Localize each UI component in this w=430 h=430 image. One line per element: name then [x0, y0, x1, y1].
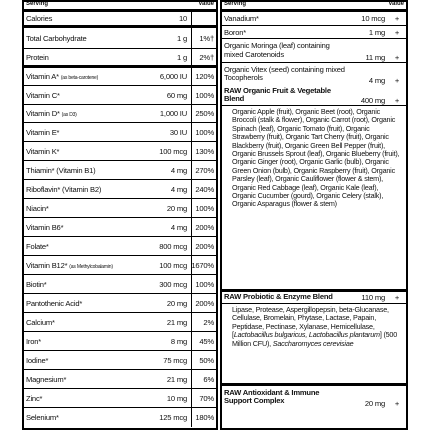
nutrient-daily-value: 100%: [191, 199, 216, 217]
nutrient-name: [24, 280, 137, 289]
nutrient-amount: 10: [178, 14, 187, 23]
right-header-serving: Serving: [224, 1, 247, 7]
nutrient-name: [24, 375, 137, 384]
nutrient-daily-value: 240%: [191, 180, 216, 198]
nutrient-amount: 60 mg: [166, 90, 187, 100]
nutrient-amount: 100 mcg: [159, 146, 187, 156]
nutrient-amount: 21 mg: [166, 374, 187, 384]
nutrient-amount: 1 mg: [368, 27, 385, 37]
nutrient-row: [24, 68, 216, 86]
nutrient-row: [24, 218, 216, 237]
nutrient-name-text: Iron*: [26, 336, 42, 346]
nutrient-name: [24, 91, 137, 100]
nutrient-daily-value: 270%: [191, 161, 216, 179]
nutrient-daily-value: 180%: [191, 408, 216, 427]
nutrient-note: (as D3): [61, 112, 77, 118]
nutrient-row: [24, 408, 216, 427]
nutrient-row: [24, 370, 216, 389]
nutrient-name: [24, 299, 137, 308]
nutrient-row: [24, 105, 216, 123]
nutrient-amount: 1 g: [177, 52, 187, 62]
antioxidant-blend-amount: 20 mg: [364, 399, 385, 408]
nutrient-daily-value: 200%: [191, 237, 216, 255]
nutrient-amount: 21 mg: [166, 317, 187, 327]
nutrient-row: [222, 26, 406, 39]
nutrient-row: [222, 39, 406, 63]
nutrient-amount: 300 mcg: [159, 279, 187, 289]
nutrient-amount: 800 mcg: [159, 241, 187, 251]
nutrient-name: [24, 128, 137, 137]
left-header-serving: Serving: [26, 1, 49, 7]
nutrient-name: [24, 166, 137, 175]
supplement-facts-right-panel: [220, 0, 408, 430]
nutrient-amount: 20 mg: [166, 298, 187, 308]
nutrient-amount: 4 mg: [170, 184, 187, 194]
nutrient-name-text: Calories: [26, 14, 53, 23]
nutrient-amount: 30 IU: [169, 127, 187, 137]
nutrient-amount: 100 mcg: [159, 260, 187, 270]
nutrient-amount: 10 mg: [166, 393, 187, 403]
nutrient-amount: 1,000 IU: [159, 109, 187, 118]
nutrient-row: [24, 256, 216, 275]
probiotic-ingredients-c: ] (500 Million CFU),: [232, 330, 398, 348]
right-nutrient-list: [222, 12, 406, 85]
left-header-value: Value: [198, 1, 214, 7]
nutrient-name: [24, 356, 137, 365]
nutrient-name: [24, 34, 137, 43]
nutrient-daily-value: 100%: [191, 123, 216, 141]
nutrient-name-text: Selenium*: [26, 413, 59, 422]
nutrient-name: [24, 242, 137, 251]
nutrient-amount: 8 mg: [170, 336, 187, 346]
nutrient-daily-value: 100%: [191, 86, 216, 104]
nutrient-amount: 20 mg: [166, 203, 187, 213]
probiotic-blend-dv: +: [394, 293, 400, 302]
nutrient-daily-value: [191, 12, 216, 25]
nutrient-name-text: Total Carbohydrate: [26, 33, 87, 43]
nutrient-name: [24, 53, 137, 62]
nutrient-name-text: Niacin*: [26, 203, 49, 213]
nutrient-name: [24, 204, 137, 213]
nutrient-row: [24, 199, 216, 218]
nutrient-amount: 1 g: [177, 33, 187, 43]
fruit-blend-amount: 400 mg: [360, 96, 385, 105]
nutrient-row: [24, 180, 216, 199]
nutrient-daily-value: 250%: [191, 105, 216, 122]
nutrient-name-text: Magnesium*: [26, 374, 67, 384]
nutrient-name: [24, 394, 137, 403]
nutrient-name-text: Iodine*: [26, 355, 49, 365]
nutrient-name: [24, 261, 137, 270]
nutrient-name: [24, 318, 137, 327]
nutrient-name-text: Biotin*: [26, 279, 47, 289]
nutrient-daily-value: 130%: [191, 142, 216, 160]
nutrient-name-text: Vitamin D*: [26, 109, 60, 118]
nutrient-name-text: Vitamin A*: [26, 72, 59, 81]
left-column-header: [24, 2, 216, 12]
probiotic-ingredients-d: Saccharomyces cerevisiae: [272, 338, 354, 348]
nutrient-daily-value: 120%: [191, 68, 216, 85]
nutrient-row: [24, 351, 216, 370]
fruit-blend-dv: +: [394, 96, 400, 105]
nutrient-amount: 4 mg: [170, 222, 187, 232]
probiotic-blend-row: [222, 292, 406, 304]
nutrient-row: [24, 12, 216, 28]
nutrient-note: (as Methylcobalamin): [69, 263, 113, 270]
nutrient-name: [24, 72, 137, 81]
nutrient-daily-value: 70%: [191, 389, 216, 407]
probiotic-blend-name: RAW Probiotic & Enzyme Blend: [224, 293, 333, 302]
nutrient-row: [24, 294, 216, 313]
nutrient-amount: 125 mcg: [159, 413, 187, 422]
nutrient-row: [24, 123, 216, 142]
nutrient-row: [24, 86, 216, 105]
fruit-blend-ingredients: Organic Apple (fruit), Organic Beet (root), Organic Broccoli (stalk & flower), Organic Carrot (root), Organic Spinach (leaf), Organic Tomato (fruit), Organic Strawberry (fruit), Organic Tart Cherry (fruit), Organic Blackberry (fruit), Organic Green Bell Pepper (fruit), Organic Brussels Sprout (leaf), Organic Blueberry (fruit), Organic Ginger (root), Organic Garlic (bulb), Organic Green Onion (bulb), Organic Raspberry (fruit), Organic Parsley (leaf), Organic Cauliflower (flower & stem), Organic Red Cabbage (leaf), Organic Kale (leaf), Organic Cucumber (gourd), Organic Celery (stalk), Organic Asparagus (flower & stem): [222, 106, 406, 292]
nutrient-name-text: Protein: [26, 52, 49, 62]
nutrient-name-text: Vitamin K*: [26, 146, 60, 156]
nutrient-name: [24, 147, 137, 156]
nutrient-daily-value: +: [394, 53, 400, 62]
nutrient-daily-value: +: [394, 14, 400, 23]
antioxidant-blend-dv: +: [394, 399, 400, 408]
nutrient-name-text: Riboflavin* (Vitamin B2): [26, 184, 102, 194]
nutrient-row: [24, 237, 216, 256]
nutrient-name: Organic Moringa (leaf) containing mixed Carotenoids: [224, 42, 330, 59]
nutrient-row: [24, 49, 216, 68]
nutrient-daily-value: 100%: [191, 275, 216, 293]
antioxidant-blend-name: RAW Antioxidant & Immune Support Complex: [224, 388, 320, 405]
nutrient-amount: 75 mcg: [163, 355, 187, 365]
nutrient-daily-value: 45%: [191, 332, 216, 350]
right-header-value: Value: [388, 1, 404, 7]
nutrient-row: [24, 332, 216, 351]
nutrient-name: [24, 109, 137, 118]
nutrient-name-text: Zinc*: [26, 393, 43, 403]
nutrient-daily-value: 2%: [191, 313, 216, 331]
fruit-blend-name: RAW Organic Fruit & Vegetable Blend: [224, 86, 331, 103]
nutrient-name-text: Calcium*: [26, 317, 55, 327]
probiotic-ingredients-a: Lipase, Protease, Aspergillopepsin, beta-Glucanase, Cellulase, Bromelain, Phytase, Lactase, Papain, Peptidase, Pectinase, Xylanase, Hemicellulase, [: [232, 305, 389, 340]
nutrient-daily-value: 50%: [191, 351, 216, 369]
supplement-facts-left-panel: [22, 0, 218, 430]
nutrient-row: [222, 63, 406, 85]
nutrient-row: [24, 142, 216, 161]
nutrient-name: [24, 223, 137, 232]
nutrient-note: (as beta-carotene): [60, 75, 99, 81]
nutrient-name-text: Vitamin E*: [26, 127, 60, 137]
nutrient-name: Vanadium*: [224, 14, 259, 23]
nutrient-daily-value: 1%†: [191, 28, 216, 48]
nutrient-row: [24, 389, 216, 408]
fruit-blend-row: [222, 85, 406, 106]
nutrient-amount: 6,000 IU: [159, 72, 187, 81]
nutrient-daily-value: 1670%: [191, 256, 216, 274]
nutrient-daily-value: +: [394, 27, 400, 37]
nutrient-name: Organic Vitex (seed) containing mixed Tocopherols: [224, 65, 345, 82]
nutrient-name: Boron*: [224, 27, 247, 37]
nutrient-row: [24, 313, 216, 332]
probiotic-ingredients-b: Lactobacillus bulgaricus, Lactobacillus plantarum: [233, 330, 380, 340]
antioxidant-blend-row: [222, 386, 406, 408]
nutrient-amount: 10 mcg: [361, 14, 385, 23]
nutrient-row: [24, 161, 216, 180]
nutrient-name-text: Folate*: [26, 241, 49, 251]
nutrient-name: [24, 185, 137, 194]
nutrient-name: [24, 337, 137, 346]
nutrient-amount: 4 mg: [368, 76, 385, 85]
probiotic-blend-amount: 110 mg: [361, 293, 385, 302]
nutrient-daily-value: 6%: [191, 370, 216, 388]
nutrient-name-text: Vitamin C*: [26, 90, 60, 100]
nutrient-amount: 4 mg: [170, 165, 187, 175]
nutrient-row: [24, 28, 216, 49]
nutrient-daily-value: +: [394, 76, 400, 85]
nutrient-amount: 11 mg: [365, 53, 385, 62]
probiotic-blend-ingredients: [222, 304, 406, 386]
nutrient-name-text: Thiamin* (Vitamin B1): [26, 165, 96, 175]
nutrient-name-text: Pantothenic Acid*: [26, 298, 83, 308]
nutrient-name: [24, 14, 137, 23]
nutrient-row: [222, 12, 406, 26]
nutrient-name-text: Vitamin B12*: [26, 260, 68, 270]
nutrient-daily-value: 200%: [191, 294, 216, 312]
left-nutrient-list: [24, 12, 216, 427]
right-column-header: [222, 2, 406, 12]
nutrient-row: [24, 275, 216, 294]
nutrient-daily-value: 200%: [191, 218, 216, 236]
nutrient-name-text: Vitamin B6*: [26, 222, 64, 232]
nutrient-name: [24, 413, 137, 422]
nutrient-daily-value: 2%†: [191, 49, 216, 65]
